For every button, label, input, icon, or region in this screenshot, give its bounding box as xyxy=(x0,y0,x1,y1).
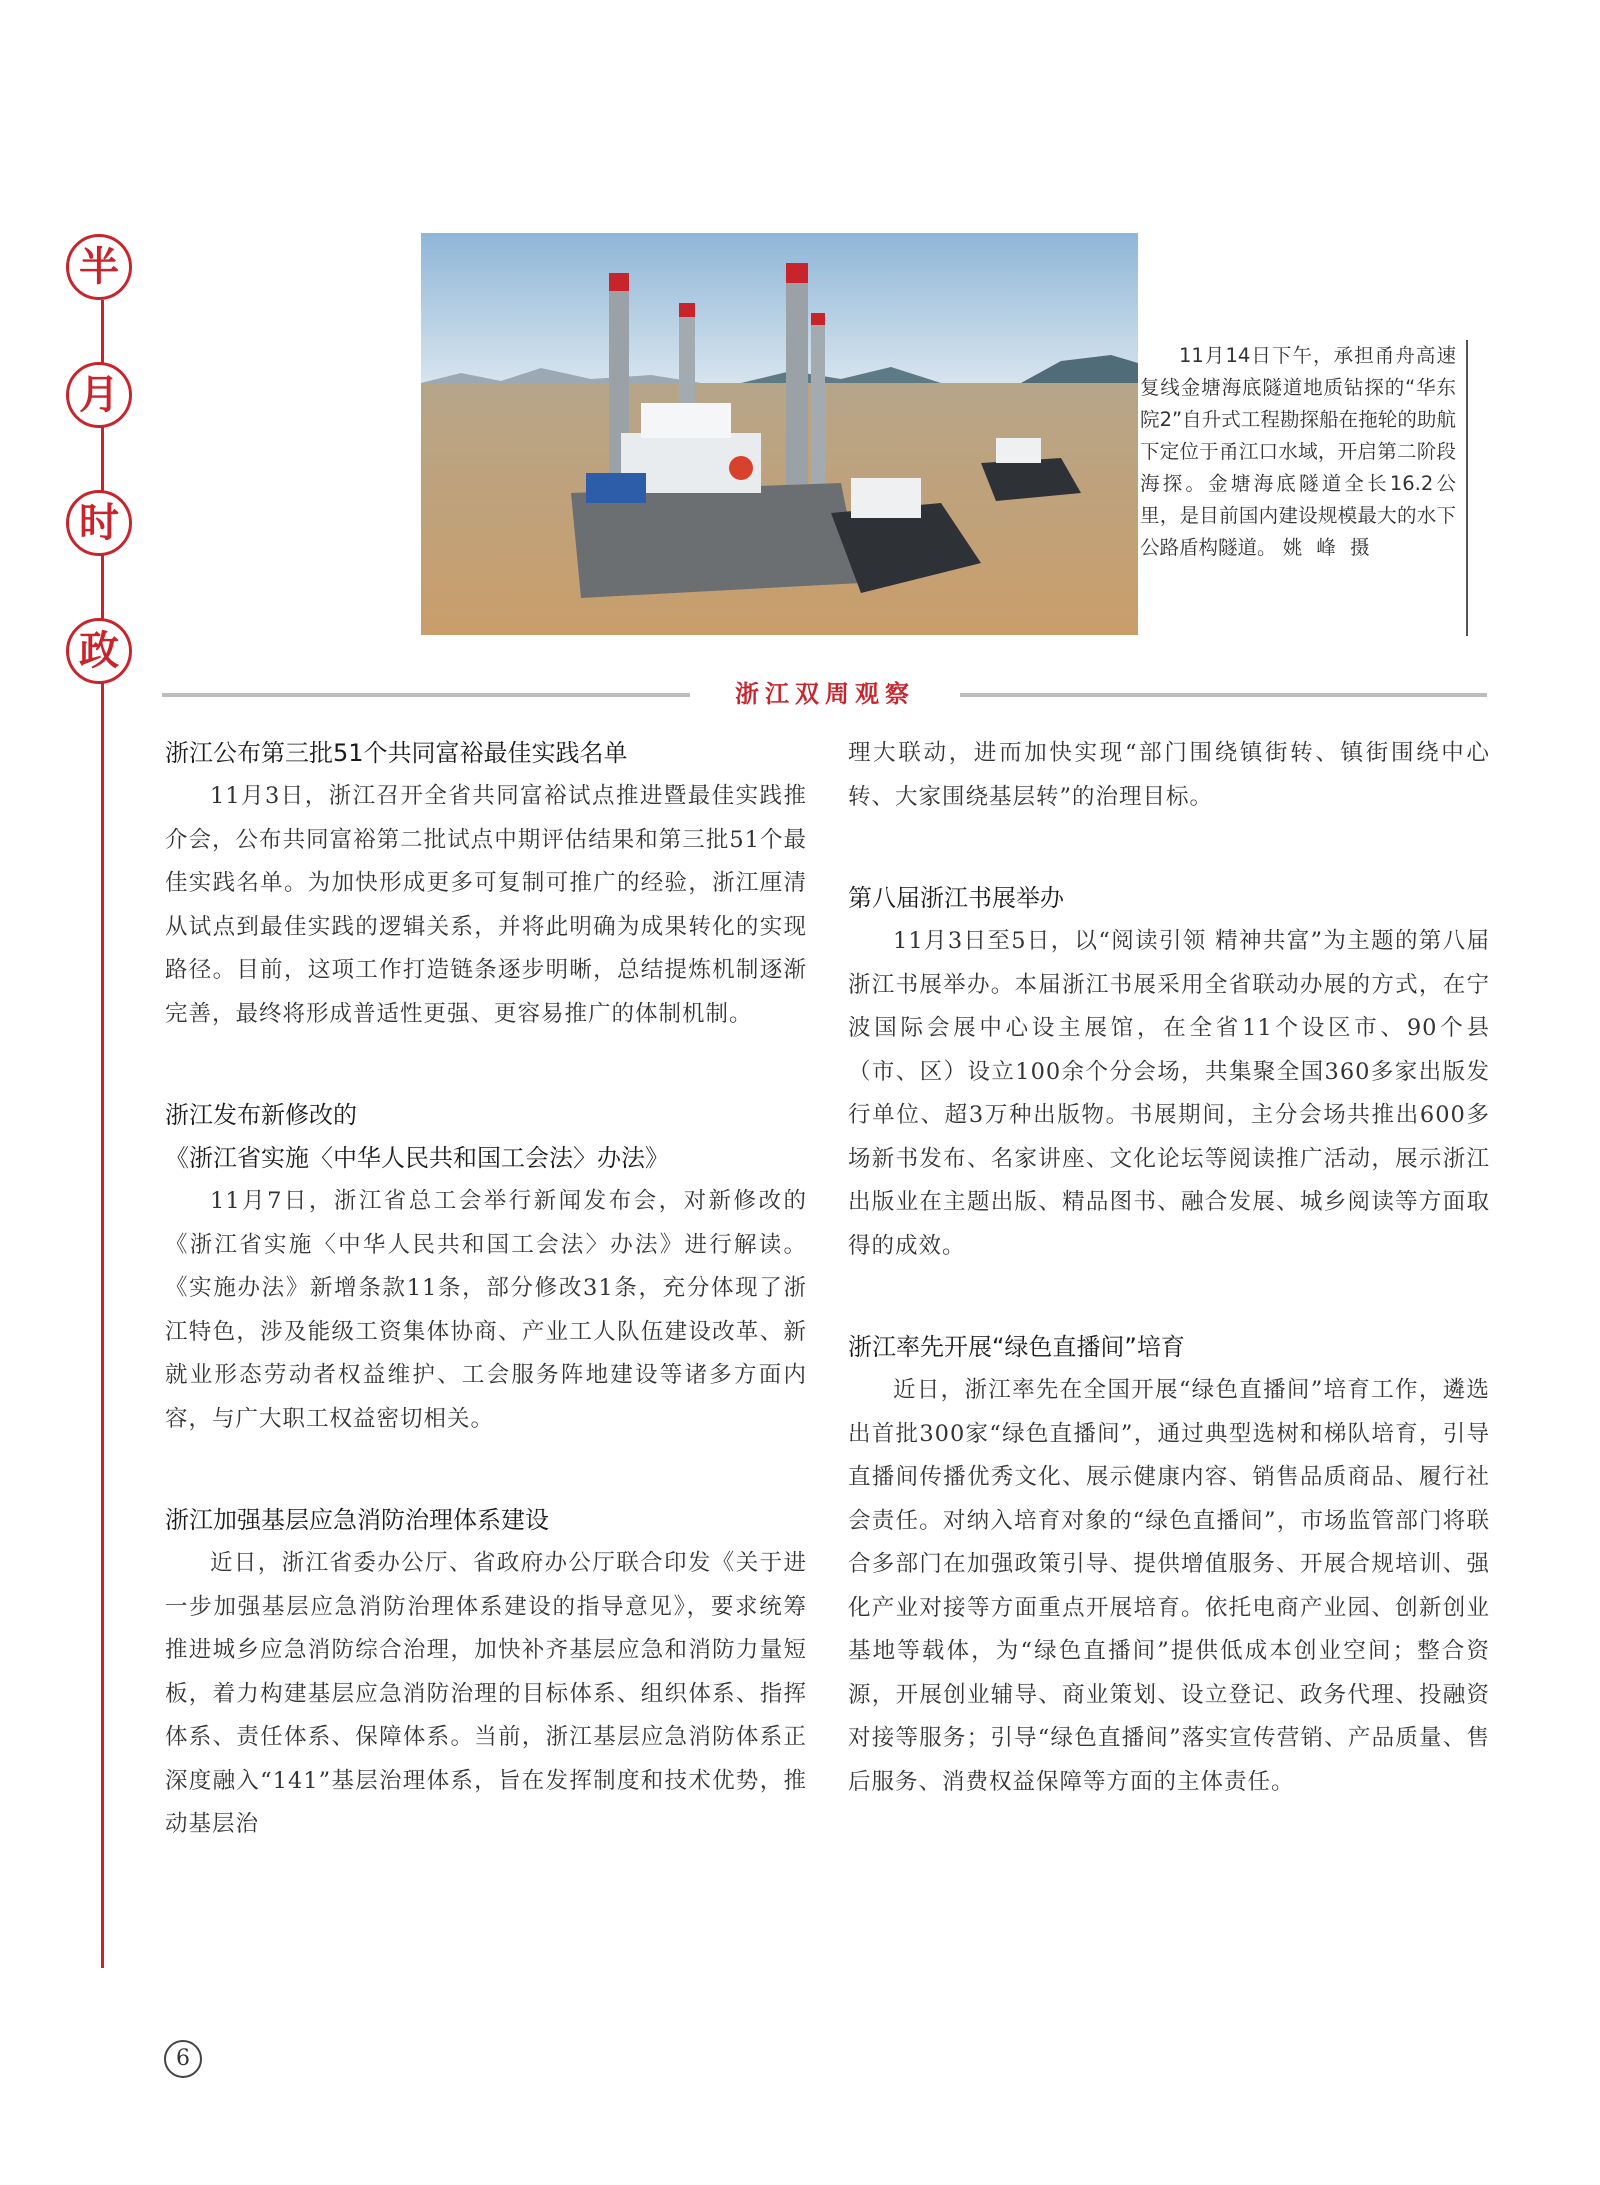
article-body: 近日，浙江省委办公厅、省政府办公厅联合印发《关于进一步加强基层应急消防治理体系建设的指导意见》，要求统筹推进城乡应急消防综合治理，加快补齐基层应急和消防力量短板，着力构建基层应急消防治理的目标体系、组织体系、指挥体系、责任体系、保障体系。当前，浙江基层应急消防体系正深度融入“141”基层治理体系，旨在发挥制度和技术优势，推动基层治 xyxy=(165,1550,807,1837)
left-column xyxy=(165,732,807,1905)
article xyxy=(848,877,1490,1268)
masthead xyxy=(66,234,138,746)
masthead-char: 时 xyxy=(66,490,132,556)
article xyxy=(848,732,1490,819)
article xyxy=(848,1326,1490,1804)
article xyxy=(165,1094,807,1441)
ship-photo-image xyxy=(421,233,1138,635)
article xyxy=(165,732,807,1036)
caption-text: 11月14日下午，承担甬舟高速复线金塘海底隧道地质钻探的“华东院2”自升式工程勘探船在拖轮的助航下定位于甬江口水域，开启第二阶段海探。金塘海底隧道全长16.2公里，是目前国内建设规模最大的水下公路盾构隧道。 xyxy=(1140,344,1456,559)
masthead-char: 政 xyxy=(66,618,132,684)
photo-credit: 姚 峰 摄 xyxy=(1282,536,1374,559)
right-column xyxy=(848,732,1490,1862)
masthead-char: 半 xyxy=(66,234,132,300)
article-title: 浙江公布第三批51个共同富裕最佳实践名单 xyxy=(165,739,628,767)
article-title: 浙江率先开展“绿色直播间”培育 xyxy=(848,1333,1185,1361)
article xyxy=(165,1499,807,1847)
article-body: 11月7日，浙江省总工会举行新闻发布会，对新修改的《浙江省实施〈中华人民共和国工会法〉办法》进行解读。《实施办法》新增条款11条，部分修改31条，充分体现了浙江特色，涉及能级工资集体协商、产业工人队伍建设改革、新就业形态劳动者权益维护、工会服务阵地建设等诸多方面内容，与广大职工权益密切相关。 xyxy=(165,1188,807,1432)
article-title: 第八届浙江书展举办 xyxy=(848,884,1064,912)
article-body: 近日，浙江率先在全国开展“绿色直播间”培育工作，遴选出首批300家“绿色直播间”，通过典型选树和梯队培育，引导直播间传播优秀文化、展示健康内容、销售品质商品、履行社会责任。对纳入培育对象的“绿色直播间”，市场监管部门将联合多部门在加强政策引导、提供增值服务、开展合规培训、强化产业对接等方面重点开展培育。依托电商产业园、创新创业基地等载体，为“绿色直播间”提供低成本创业空间；整合资源，开展创业辅导、商业策划、设立登记、政务代理、投融资对接等服务；引导“绿色直播间”落实宣传营销、产品质量、售后服务、消费权益保障等方面的主体责任。 xyxy=(848,1377,1490,1795)
photo-caption xyxy=(1140,340,1456,564)
article-body: 11月3日至5日，以“阅读引领 精神共富”为主题的第八届浙江书展举办。本届浙江书展采用全省联动办展的方式，在宁波国际会展中心设主展馆，在全省11个设区市、90个县（市、区）设立100余个分会场，共集聚全国360多家出版发行单位、超3万种出版物。书展期间，主分会场共推出600多场新书发布、名家讲座、文化论坛等阅读推广活动，展示浙江出版业在主题出版、精品图书、融合发展、城乡阅读等方面取得的成效。 xyxy=(848,928,1490,1259)
article-title: 《浙江省实施〈中华人民共和国工会法〉办法》 xyxy=(165,1144,669,1172)
news-photo xyxy=(421,233,1138,635)
page-number: 6 xyxy=(164,2040,202,2078)
article-title: 浙江发布新修改的 xyxy=(165,1101,357,1129)
photo-caption-box xyxy=(1140,340,1468,636)
masthead-char: 月 xyxy=(66,362,132,428)
article-title: 浙江加强基层应急消防治理体系建设 xyxy=(165,1506,549,1534)
article-body-continued: 理大联动，进而加快实现“部门围绕镇街转、镇街围绕中心转、大家围绕基层转”的治理目标。 xyxy=(848,740,1490,810)
section-label: 浙江双周观察 xyxy=(690,676,960,712)
article-body: 11月3日，浙江召开全省共同富裕试点推进暨最佳实践推介会，公布共同富裕第二批试点中期评估结果和第三批51个最佳实践名单。为加快形成更多可复制可推广的经验，浙江厘清从试点到最佳实践的逻辑关系，并将此明确为成果转化的实现路径。目前，这项工作打造链条逐步明晰，总结提炼机制逐渐完善，最终将形成普适性更强、更容易推广的体制机制。 xyxy=(165,783,807,1027)
